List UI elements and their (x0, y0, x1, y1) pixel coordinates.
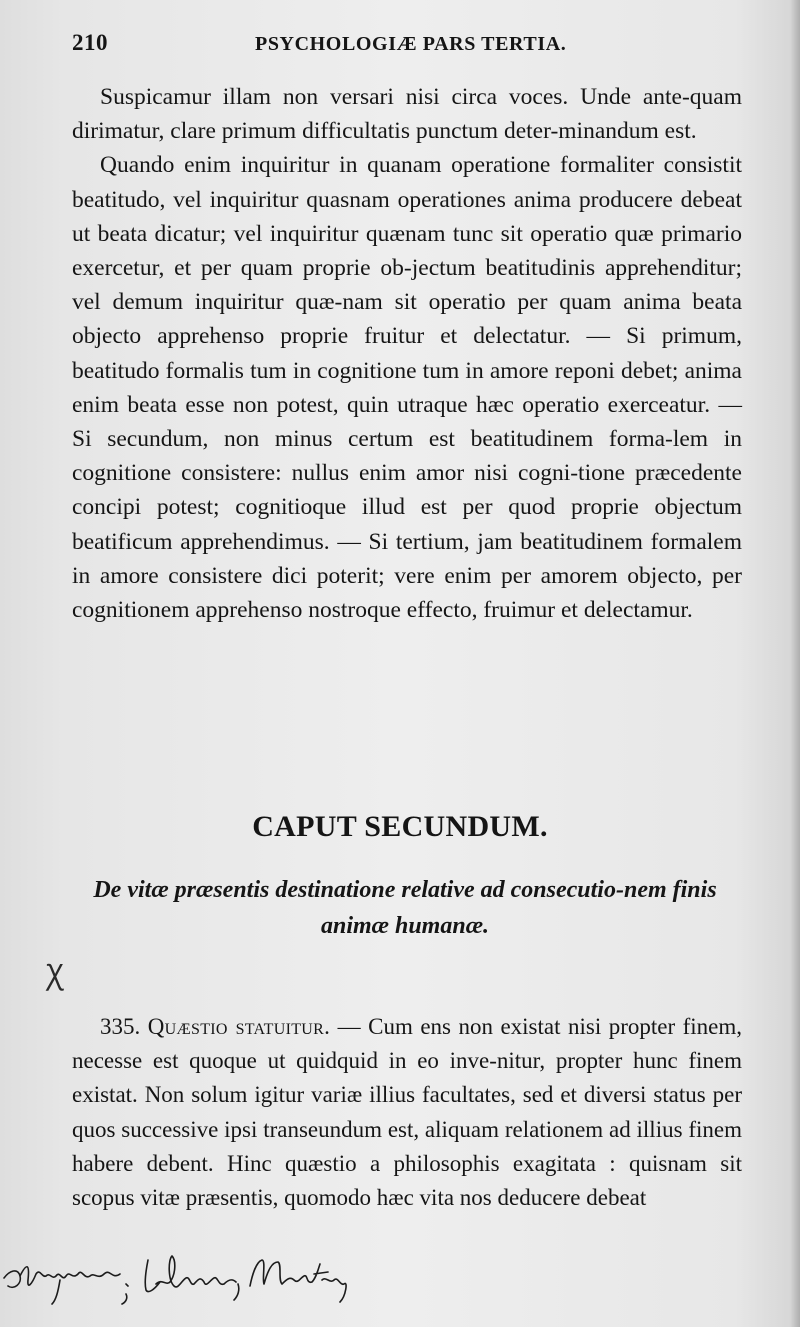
paragraph-1: Suspicamur illam non versari nisi circa voces. Unde ante-quam dirimatur, clare primum difficultatis punctum deter-minandum est. (72, 84, 742, 145)
running-title: PSYCHOLOGIÆ PARS TERTIA. (255, 33, 567, 55)
page-number: 210 (72, 30, 108, 55)
section-335 (72, 1010, 742, 1215)
page-header (72, 30, 732, 60)
handwritten-signatures (0, 1240, 360, 1310)
section-paragraph (72, 1010, 742, 1215)
paragraph-2: Quando enim inquiritur in quanam operatione formaliter consistit beatitudo, vel inquiritur quasnam operationes anima producere debeat ut beata dicatur; vel inquiritur quænam tunc sit operatio quæ primario exercetur, et per quam proprie ob-jectum beatitudinis apprehenditur; vel demum inquiritur quæ-nam sit operatio per quam anima beata objecto apprehenso proprie fruitur et delectatur. — Si primum, beatitudo formalis tum in cognitione tum in amore reponi debet; anima enim beata esse non potest, quin utraque hæc operatio exerceatur. — Si secundum, non minus certum est beatitudinem forma-lem in cognitione consistere: nullus enim amor nisi cogni-tione præcedente concipi potest; cognitioque illud est per quod proprie objectum beatificum apprehendimus. — Si tertium, jam beatitudinem formalem in amore consistere dici poterit; vere enim per amorem objecto, per cognitionem apprehenso nostroque effecto, fruimur et delectamur. (72, 152, 742, 624)
section-heading: Quæstio statuitur. (147, 1014, 331, 1039)
chapter-title: CAPUT SECUNDUM. (252, 810, 548, 843)
chapter-subtitle: De vitæ præsentis destinatione relative ad consecutio-nem finis animæ humanæ. (93, 877, 717, 939)
body-text (72, 80, 742, 627)
handwritten-margin-mark: Ꭓ (46, 958, 65, 991)
section-number: 335. (100, 1014, 141, 1039)
section-text: — Cum ens non existat nisi propter finem, necesse est quoque ut quidquid in eo inve-nitur, propter hunc finem existat. Non solum igitur variæ illius facultates, sed et diversi status per quos successive ipsi transeundum est, aliquam relationem ad illius finem habere debent. Hinc quæstio a philosophis exagitata : quisnam sit scopus vitæ præsentis, quomodo hæc vita nos deducere debeat (72, 1014, 742, 1211)
